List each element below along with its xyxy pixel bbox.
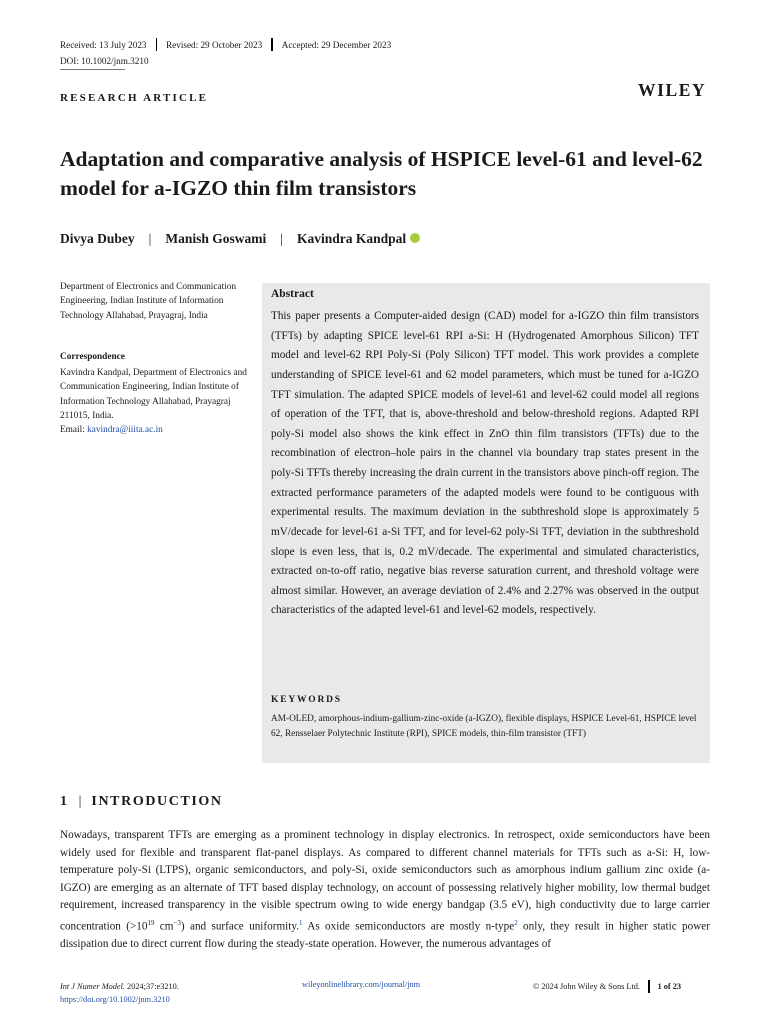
journal-site-link[interactable]: wileyonlinelibrary.com/journal/jnm (302, 980, 421, 989)
superscript: 19 (147, 918, 155, 927)
intro-text: Nowadays, transparent TFTs are emerging as a prominent technology in display electronics. In retrospect, oxide semiconductors have been widely used for flexible and transparent flat-panel displays. As compared to different channel materials for TFTs such as a-Si: H, low-temperature poly-Si (LTPS), organic semiconductors, and poly-Si, oxide semiconductors such as amorphous indium gallium zinc oxide (a-IGZO) are emerging as an alternate of TFT based display technology, on account of possessing relatively higher mobility, low thermal budget requirement, increased transparency in the visible spectrum owing to wide energy bandgap (3.5 eV), high conductivity due to large carrier concentration (>10 (60, 829, 710, 933)
keywords-text: AM-OLED, amorphous-indium-gallium-zinc-oxide (a-IGZO), flexible displays, HSPICE Level-61, HSPICE level 62, Rensselaer Polytechnic Institute (RPI), SPICE models, thin-film transistor (TFT) (271, 714, 697, 739)
correspondence-heading: Correspondence (60, 352, 125, 362)
email-label: Email: (60, 425, 88, 436)
revised-date: Revised: 29 October 2023 (166, 39, 263, 50)
citation-link[interactable]: 2 (514, 918, 518, 927)
footer-divider (648, 980, 650, 993)
footer-right (533, 980, 681, 993)
abstract-heading: Abstract (271, 288, 314, 300)
article-dates (60, 38, 391, 51)
date-divider (271, 38, 273, 51)
paper-title: Adaptation and comparative analysis of HSPICE level-61 and level-62 model for a-IGZO thin film transistors (60, 147, 703, 200)
author-name[interactable]: Manish Goswami (165, 231, 267, 246)
section-separator: | (78, 794, 82, 809)
intro-paragraph (60, 827, 710, 953)
affiliation: Department of Electronics and Communication Engineering, Indian Institute of Information Technology Allahabad, Prayagraj, India (60, 282, 237, 321)
date-divider (156, 38, 158, 51)
section-number: 1 (60, 794, 69, 809)
author-separator: | (280, 231, 283, 246)
footer-citation (60, 980, 179, 1006)
citation-link[interactable]: 1 (299, 918, 303, 927)
correspondence-block (60, 366, 260, 437)
header-rule (60, 69, 125, 70)
email-link[interactable]: kavindra@iiita.ac.in (87, 425, 163, 436)
abstract-text: This paper presents a Computer-aided design (CAD) model for a-IGZO thin film transistors (TFTs) by adapting SPICE level-61 RPI a-Si: H (Hydrogenated Amorphous Silicon) TFT model and level-62 RPI Poly-Si (Poly Silicon) TFT model. This work provides a complete understanding of SPICE level-61 and 62 model parameters, which must be tuned for a-IGZO TFT simulation. The adapted SPICE models of level-61 and level-62 could model all regions of operation of the TFT, that is, above-threshold and below-threshold regions. Adapted RPI poly-Si model also shows the kink effect in ZnO thin film transistors (TFTs) due to the recombination of electron–hole pairs in the channel via boundary trap states present in the poly-Si TFTs thereby increasing the drain current in the transistors above pinch-off region. The extracted performance parameters of the adapted models were found to be contiguous with experimental results. The maximum deviation in the subthreshold slope is approximately 5 mV/decade for level-61 a-Si TFT, and for level-62 poly-Si TFT, deviation in the subthreshold slope is even less, that is, 0.2 mV/decade. The experimental and simulated characteristics, extracted on-to-off ratio, negative bias reverse saturation current, and threshold voltage were almost similar. However, an average deviation of 2.4% and 2.27% was observed in the output characteristics of the adapted level-61 and level-62 models, respectively. (271, 310, 699, 617)
author-separator: | (148, 231, 152, 246)
copyright-text: © 2024 John Wiley & Sons Ltd. (533, 982, 640, 991)
intro-text: cm (154, 920, 174, 933)
received-date: Received: 13 July 2023 (60, 39, 147, 50)
correspondence-text: Kavindra Kandpal, Department of Electronics and Communication Engineering, Indian Institute of Information Technology Allahabad, Prayagraj 211015, India. (60, 368, 247, 421)
doi-text: DOI: 10.1002/jnm.3210 (60, 56, 149, 66)
author-name[interactable]: Divya Dubey (60, 231, 135, 246)
journal-name: Int J Numer Model. (60, 982, 125, 991)
superscript: −3 (173, 918, 181, 927)
accepted-date: Accepted: 29 December 2023 (281, 39, 392, 50)
citation-text: 2024;37:e3210. (124, 982, 179, 991)
intro-text: only, they result in higher static power dissipation due to direct current flow during the steady-state operation. However, the numerous advantages of (60, 920, 710, 950)
orcid-icon[interactable] (410, 233, 420, 243)
author-list (60, 231, 420, 247)
doi-link[interactable]: https://doi.org/10.1002/jnm.3210 (60, 995, 170, 1004)
keywords-heading: KEYWORDS (271, 695, 342, 705)
intro-text: ) and surface uniformity. (180, 920, 300, 933)
page-number: 1 of 23 (657, 982, 682, 991)
section-title: INTRODUCTION (91, 794, 223, 809)
author-name[interactable]: Kavindra Kandpal (296, 231, 407, 246)
publisher-logo: WILEY (638, 80, 707, 100)
intro-text: As oxide semiconductors are mostly n-type (302, 920, 515, 933)
article-type: RESEARCH ARTICLE (60, 92, 209, 104)
section-heading (60, 794, 223, 810)
